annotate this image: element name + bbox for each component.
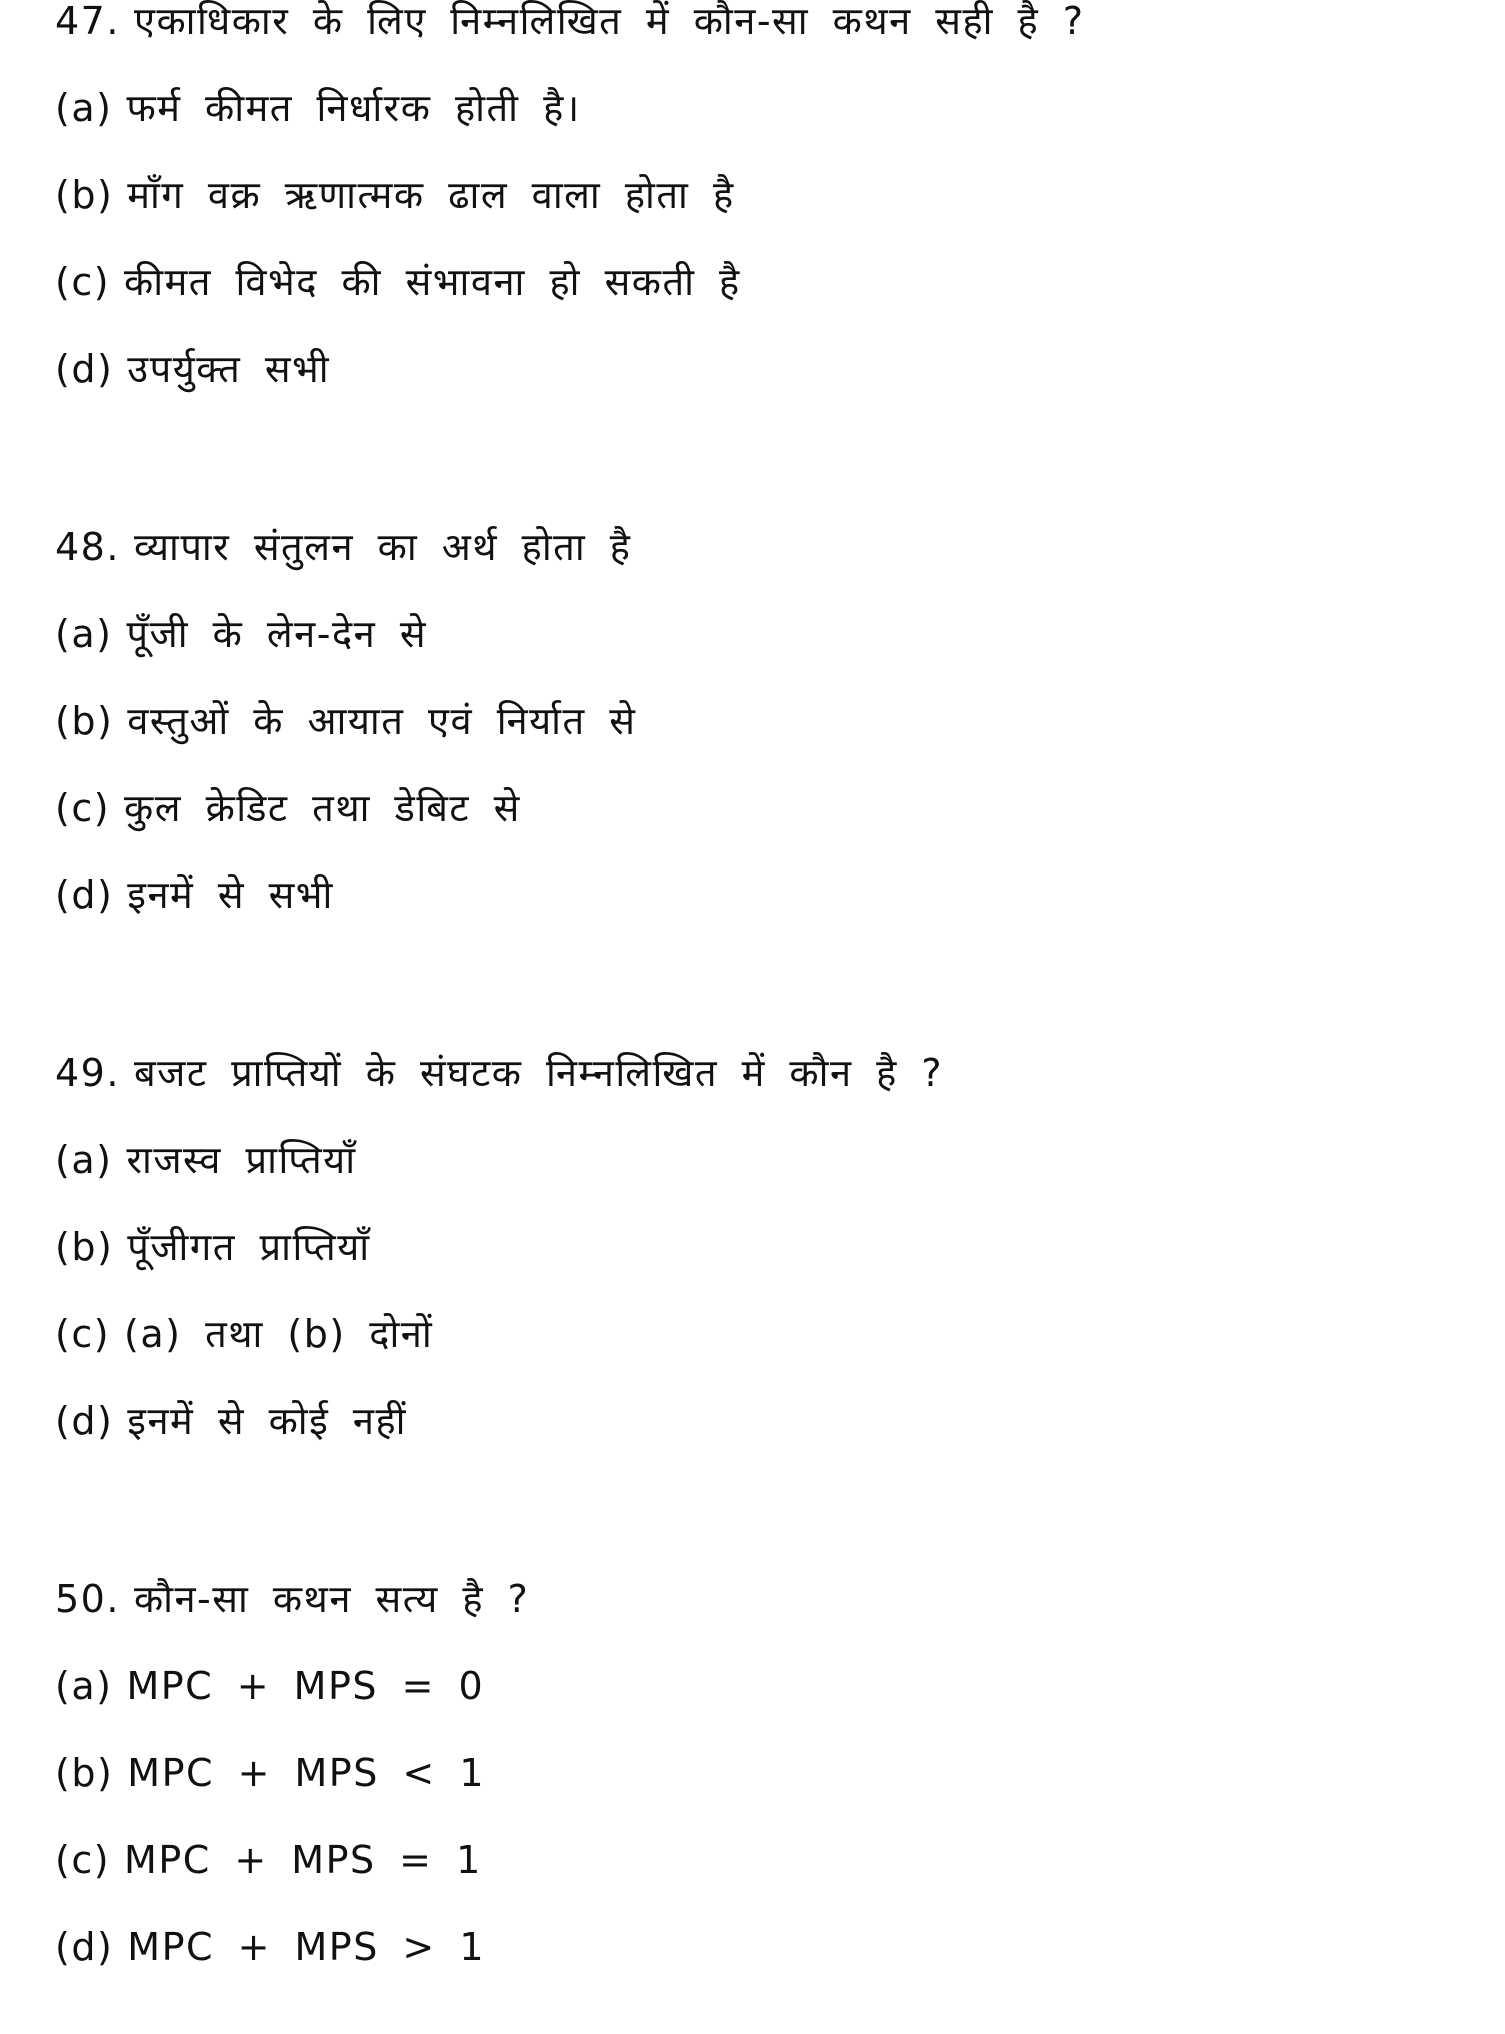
option-label: (d) bbox=[55, 1399, 114, 1443]
option-d[interactable] bbox=[55, 852, 1475, 939]
option-c[interactable] bbox=[55, 239, 1475, 326]
option-text: राजस्व प्राप्तियाँ bbox=[126, 1138, 357, 1182]
option-d[interactable] bbox=[55, 326, 1475, 413]
option-text: कुल क्रेडिट तथा डेबिट से bbox=[124, 786, 521, 830]
question-number: 47. bbox=[55, 0, 120, 43]
option-a[interactable] bbox=[55, 1117, 1475, 1204]
option-label: (b) bbox=[55, 1751, 114, 1795]
option-text: वस्तुओं के आयात एवं निर्यात से bbox=[127, 699, 637, 743]
option-label: (a) bbox=[55, 86, 113, 130]
option-label: (b) bbox=[55, 699, 114, 743]
option-d[interactable] bbox=[55, 1904, 1475, 1991]
option-c[interactable] bbox=[55, 765, 1475, 852]
question-47 bbox=[55, 0, 1475, 413]
question-49 bbox=[55, 1030, 1475, 1465]
option-text: (a) तथा (b) दोनों bbox=[124, 1312, 434, 1356]
option-a[interactable] bbox=[55, 1643, 1475, 1730]
option-text: इनमें से सभी bbox=[127, 873, 334, 917]
question-text-line bbox=[55, 1556, 1475, 1643]
option-text: इनमें से कोई नहीं bbox=[127, 1399, 407, 1443]
option-label: (b) bbox=[55, 173, 114, 217]
option-a[interactable] bbox=[55, 591, 1475, 678]
option-label: (a) bbox=[55, 1664, 113, 1708]
option-label: (c) bbox=[55, 1312, 111, 1356]
option-label: (d) bbox=[55, 873, 114, 917]
option-b[interactable] bbox=[55, 1204, 1475, 1291]
option-label: (b) bbox=[55, 1225, 114, 1269]
option-text: फर्म कीमत निर्धारक होती है। bbox=[126, 86, 581, 130]
option-text: कीमत विभेद की संभावना हो सकती है bbox=[124, 260, 741, 304]
question-50 bbox=[55, 1556, 1475, 1991]
option-label: (c) bbox=[55, 786, 111, 830]
option-d[interactable] bbox=[55, 1378, 1475, 1465]
option-text: पूँजी के लेन-देन से bbox=[126, 612, 428, 656]
option-b[interactable] bbox=[55, 1730, 1475, 1817]
option-text: MPC + MPS = 1 bbox=[124, 1838, 482, 1882]
option-text: MPC + MPS = 0 bbox=[126, 1664, 485, 1708]
option-text: पूँजीगत प्राप्तियाँ bbox=[127, 1225, 371, 1269]
option-label: (a) bbox=[55, 1138, 113, 1182]
question-48 bbox=[55, 504, 1475, 939]
option-text: MPC + MPS > 1 bbox=[127, 1925, 486, 1969]
question-number: 49. bbox=[55, 1051, 120, 1095]
question-text-line bbox=[55, 0, 1475, 65]
question-text: कौन-सा कथन सत्य है ? bbox=[133, 1577, 530, 1621]
question-text-line bbox=[55, 1030, 1475, 1117]
option-b[interactable] bbox=[55, 678, 1475, 765]
question-number: 50. bbox=[55, 1577, 120, 1621]
option-text: माँग वक्र ऋणात्मक ढाल वाला होता है bbox=[127, 173, 735, 217]
option-label: (c) bbox=[55, 1838, 111, 1882]
question-text: बजट प्राप्तियों के संघटक निम्नलिखित में कौन है ? bbox=[133, 1051, 944, 1095]
option-label: (c) bbox=[55, 260, 111, 304]
option-label: (d) bbox=[55, 1925, 114, 1969]
question-text-line bbox=[55, 504, 1475, 591]
option-a[interactable] bbox=[55, 65, 1475, 152]
option-c[interactable] bbox=[55, 1817, 1475, 1904]
option-b[interactable] bbox=[55, 152, 1475, 239]
option-label: (d) bbox=[55, 347, 114, 391]
question-number: 48. bbox=[55, 525, 120, 569]
option-label: (a) bbox=[55, 612, 113, 656]
option-c[interactable] bbox=[55, 1291, 1475, 1378]
question-text: व्यापार संतुलन का अर्थ होता है bbox=[133, 525, 632, 569]
option-text: उपर्युक्त सभी bbox=[127, 347, 331, 391]
question-text: एकाधिकार के लिए निम्नलिखित में कौन-सा कथन सही है ? bbox=[133, 0, 1085, 43]
option-text: MPC + MPS < 1 bbox=[127, 1751, 486, 1795]
